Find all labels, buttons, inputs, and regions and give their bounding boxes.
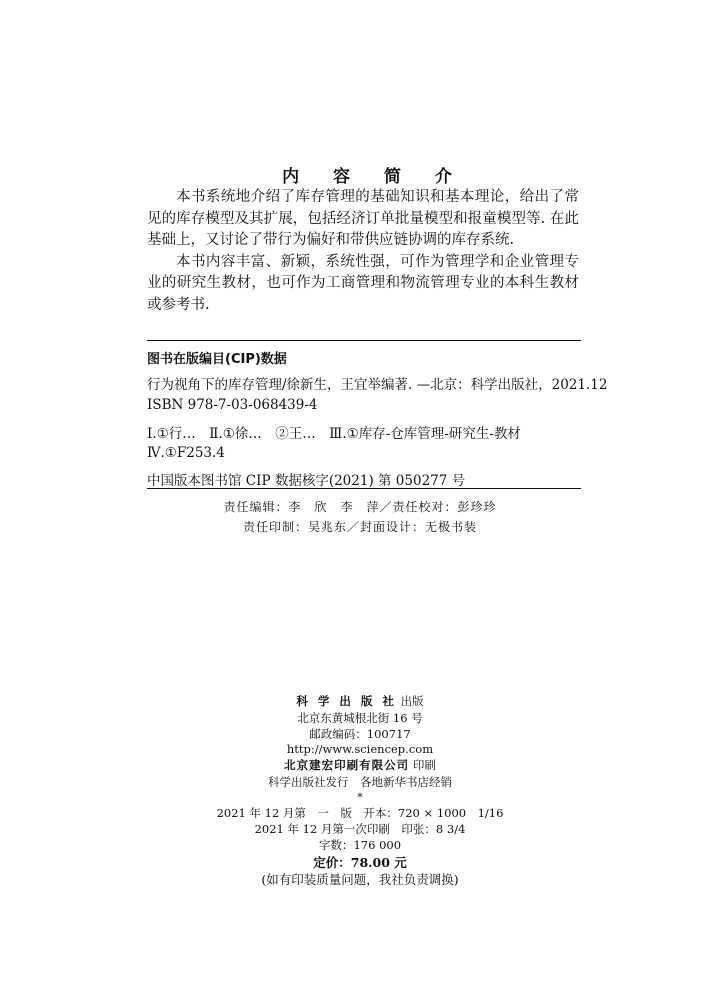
cip-classification-2: Ⅳ.①F253.4 (147, 445, 225, 461)
publisher-address: 北京东黄城根北街 16 号 (297, 711, 423, 725)
summary-paragraph-2: 本书内容丰富、新颖，系统性强，可作为管理学和企业管理专业的研究生教材，也可作为工商管理和物流管理专业的本科生教材或参考书. (147, 253, 579, 313)
cip-bottom-rule (147, 488, 581, 489)
publisher-line (0, 693, 720, 709)
summary-title: 内 容 简 介 (282, 167, 466, 187)
separator-star: * (357, 790, 363, 804)
publisher-name-suffix: 出版 (400, 694, 424, 708)
staff-line-1: 责任编辑：李 欣 李 萍／责任校对：彭珍珍 (223, 500, 497, 514)
distribution-line: 科学出版社发行 各地新华书店经销 (268, 775, 452, 789)
price: 定价：78.00 元 (313, 855, 407, 870)
edition-line: 2021 年 12 月第 一 版 开本：720 × 1000 1/16 (216, 806, 504, 820)
cip-classification-1: Ⅰ.①行… Ⅱ.①徐… ②王… Ⅲ.①库存-仓库管理-研究生-教材 (147, 426, 521, 442)
quality-notice: (如有印装质量问题，我社负责调换) (261, 872, 459, 887)
cip-title-line: 行为视角下的库存管理/徐新生，王宜举编著. —北京：科学出版社，2021.12 (147, 377, 608, 393)
printer-name: 北京建宏印刷有限公司 (284, 758, 410, 772)
cip-isbn: ISBN 978-7-03-068439-4 (147, 397, 318, 413)
cip-record-number: 中国版本图书馆 CIP 数据核字(2021) 第 050277 号 (147, 473, 466, 489)
staff-line-2: 责任印制：吴兆东／封面设计：无极书装 (242, 520, 477, 534)
summary-paragraph-1: 本书系统地介绍了库存管理的基础知识和基本理论，给出了常见的库存模型及其扩展，包括经济订单批量模型和报童模型等. 在此基础上，又讨论了带行为偏好和带供应链协调的库存系统. (147, 189, 579, 248)
printer-suffix: 印刷 (412, 758, 436, 772)
publisher-name: 科 学 出 版 社 (296, 694, 397, 708)
printing-line: 2021 年 12 月第一次印刷 印张：8 3/4 (254, 822, 466, 836)
printer-line (0, 757, 720, 773)
summary-body (147, 187, 579, 316)
cip-heading: 图书在版编目(CIP)数据 (147, 352, 287, 367)
publisher-url: http://www.sciencep.com (286, 742, 434, 756)
word-count: 字数：176 000 (318, 838, 402, 852)
cip-top-rule (147, 340, 581, 341)
publisher-postcode: 邮政编码：100717 (309, 727, 411, 741)
